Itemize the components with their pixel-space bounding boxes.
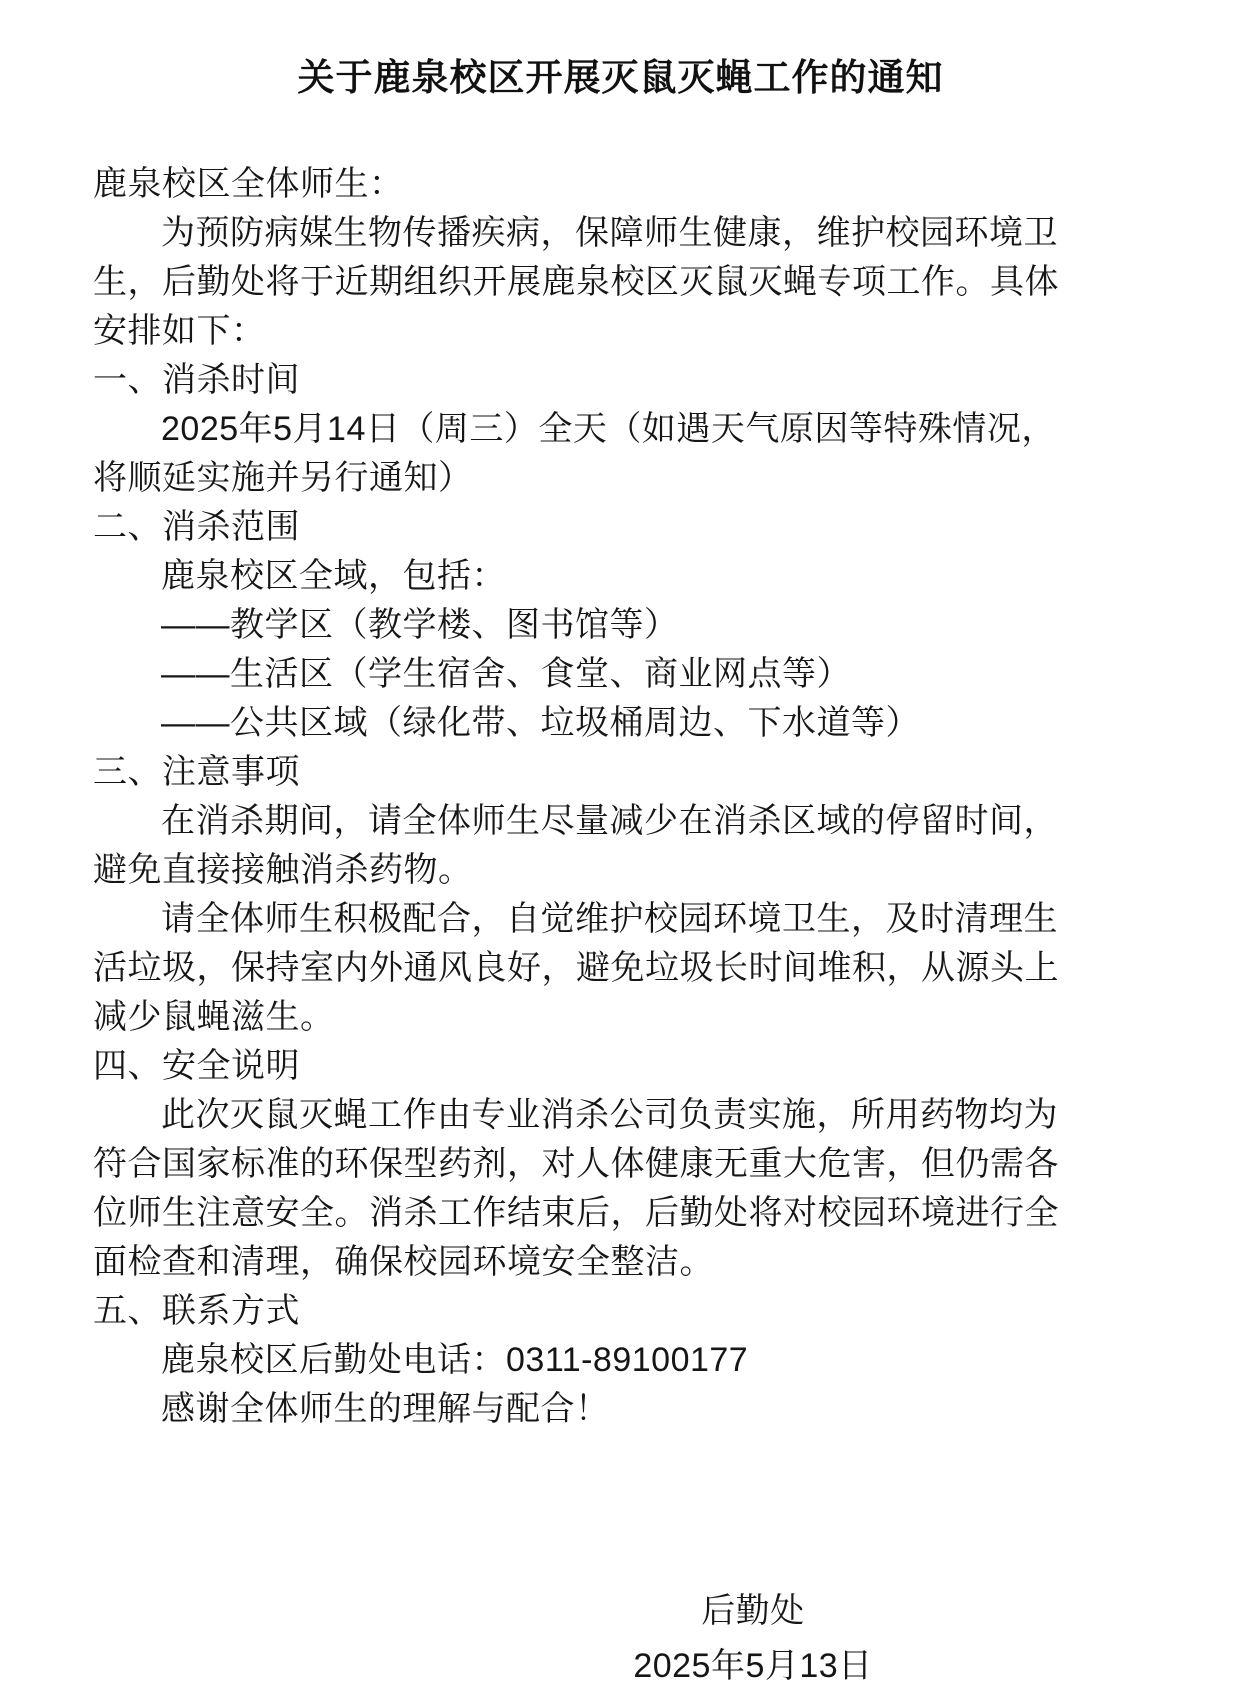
- signature-org: 后勤处: [701, 1592, 805, 1630]
- text-line: 生，后勤处将于近期组织开展鹿泉校区灭鼠灭蝇专项工作。具体: [93, 263, 1059, 301]
- text-line: 鹿泉校区全体师生：: [93, 165, 404, 203]
- signature-block: [583, 1584, 923, 1694]
- text-line: 减少鼠蝇滋生。: [93, 998, 335, 1036]
- document-title: 关于鹿泉校区开展灭鼠灭蝇工作的通知: [297, 57, 944, 98]
- text-line: 避免直接接触消杀药物。: [93, 851, 473, 889]
- text-line: 鹿泉校区全域，包括：: [161, 557, 506, 595]
- text-line: 面检查和清理，确保校园环境安全整洁。: [93, 1243, 714, 1281]
- text-line: ——教学区（教学楼、图书馆等）: [161, 606, 679, 644]
- document-body: [93, 160, 1148, 1434]
- signature-date: 2025年5月13日: [633, 1647, 873, 1685]
- section-heading: 五、联系方式: [93, 1292, 300, 1330]
- text-line: 位师生注意安全。消杀工作结束后，后勤处将对校园环境进行全: [93, 1194, 1059, 1232]
- text-line: 2025年5月14日（周三）全天（如遇天气原因等特殊情况，: [161, 410, 1056, 448]
- section-heading: 三、注意事项: [93, 753, 300, 791]
- section-heading: 二、消杀范围: [93, 508, 300, 546]
- section-heading: 四、安全说明: [93, 1047, 300, 1085]
- text-line: 安排如下：: [93, 312, 266, 350]
- text-line: 鹿泉校区后勤处电话：0311-89100177: [161, 1341, 749, 1379]
- text-line: 请全体师生积极配合，自觉维护校园环境卫生，及时清理生: [161, 900, 1058, 938]
- text-line: ——生活区（学生宿舍、食堂、商业网点等）: [161, 655, 851, 693]
- section-heading: 一、消杀时间: [93, 361, 300, 399]
- text-line: 感谢全体师生的理解与配合！: [161, 1390, 610, 1428]
- text-line: 活垃圾，保持室内外通风良好，避免垃圾长时间堆积，从源头上: [93, 949, 1059, 987]
- text-line: 符合国家标准的环保型药剂，对人体健康无重大危害，但仍需各: [93, 1145, 1059, 1183]
- text-line: 将顺延实施并另行通知）: [93, 459, 473, 497]
- text-line: ——公共区域（绿化带、垃圾桶周边、下水道等）: [161, 704, 920, 742]
- text-line: 此次灭鼠灭蝇工作由专业消杀公司负责实施，所用药物均为: [161, 1096, 1058, 1134]
- text-line: 为预防病媒生物传播疾病，保障师生健康，维护校园环境卫: [161, 214, 1058, 252]
- text-line: 在消杀期间，请全体师生尽量减少在消杀区域的停留时间，: [161, 802, 1058, 840]
